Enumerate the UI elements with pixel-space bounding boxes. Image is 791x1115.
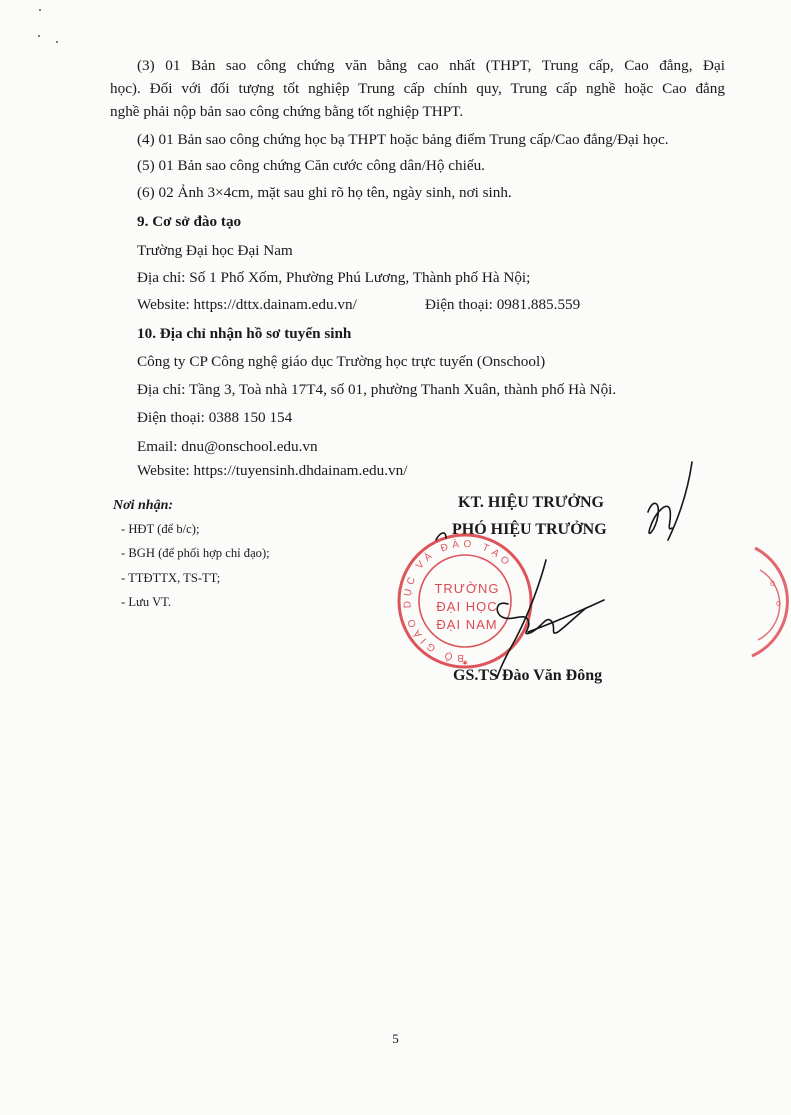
institution-address: Địa chỉ: Số 1 Phố Xốm, Phường Phú Lương, Thành phố Hà Nội; — [137, 269, 531, 286]
item-6: (6) 02 Ảnh 3×4cm, mặt sau ghi rõ họ tên, ngày sinh, nơi sinh. — [137, 184, 512, 201]
company-website[interactable]: Website: https://tuyensinh.dhdainam.edu.vn/ — [137, 462, 408, 479]
svg-text:o: o — [770, 578, 776, 588]
institution-name: Trường Đại học Đại Nam — [137, 242, 293, 259]
section-9-heading: 9. Cơ sở đào tạo — [137, 213, 242, 230]
item-3-line-3: nghề phải nộp bản sao công chứng bằng tốt nghiệp THPT. — [110, 103, 464, 120]
stamp-ring-text: BỘ GIÁO DỤC VÀ ĐÀO TẠO — [402, 538, 514, 664]
signer-name: GS.TS Đào Văn Đông — [453, 667, 603, 684]
signature-title-1: KT. HIỆU TRƯỞNG — [458, 494, 604, 511]
svg-text:o: o — [776, 598, 782, 608]
page-number: 5 — [392, 1031, 399, 1046]
item-3-line-1: (3) 01 Bản sao công chứng văn bằng cao nhất (THPT, Trung cấp, Cao đẳng, Đại — [137, 57, 725, 74]
company-phone: Điện thoại: 0388 150 154 — [137, 409, 293, 426]
item-3-line-2: học). Đối với đối tượng tốt nghiệp Trung cấp chính quy, Trung cấp nghề hoặc Cao đẳng — [110, 80, 725, 97]
stamp-text-3: ĐẠI NAM — [436, 617, 498, 632]
recipient-item: - Lưu VT. — [121, 595, 172, 609]
stamp-star-icon: ✶ — [461, 658, 469, 668]
item-5: (5) 01 Bản sao công chứng Căn cước công dân/Hộ chiếu. — [137, 157, 485, 174]
recipient-item: - TTĐTTX, TS-TT; — [121, 571, 221, 585]
recipients-title: Nơi nhận: — [113, 498, 174, 513]
signature-title-2: PHÓ HIỆU TRƯỞNG — [452, 521, 607, 538]
item-4: (4) 01 Bản sao công chứng học bạ THPT hoặc bảng điểm Trung cấp/Cao đẳng/Đại học. — [137, 131, 669, 148]
institution-phone: Điện thoại: 0981.885.559 — [425, 296, 581, 313]
recipient-item: - HĐT (để b/c); — [121, 522, 200, 536]
company-name: Công ty CP Công nghệ giáo dục Trường học trực tuyến (Onschool) — [137, 353, 546, 370]
stamp-text-2: ĐẠI HỌC — [436, 599, 498, 614]
company-address: Địa chỉ: Tầng 3, Toà nhà 17T4, số 01, phường Thanh Xuân, thành phố Hà Nội. — [137, 381, 617, 398]
institution-website[interactable]: Website: https://dttx.dainam.edu.vn/ — [137, 296, 357, 313]
section-10-heading: 10. Địa chỉ nhận hồ sơ tuyển sinh — [137, 325, 352, 342]
stamp-text-1: TRƯỜNG — [434, 581, 500, 596]
recipient-item: - BGH (để phối hợp chỉ đạo); — [121, 546, 270, 560]
company-email[interactable]: Email: dnu@onschool.edu.vn — [137, 438, 318, 455]
